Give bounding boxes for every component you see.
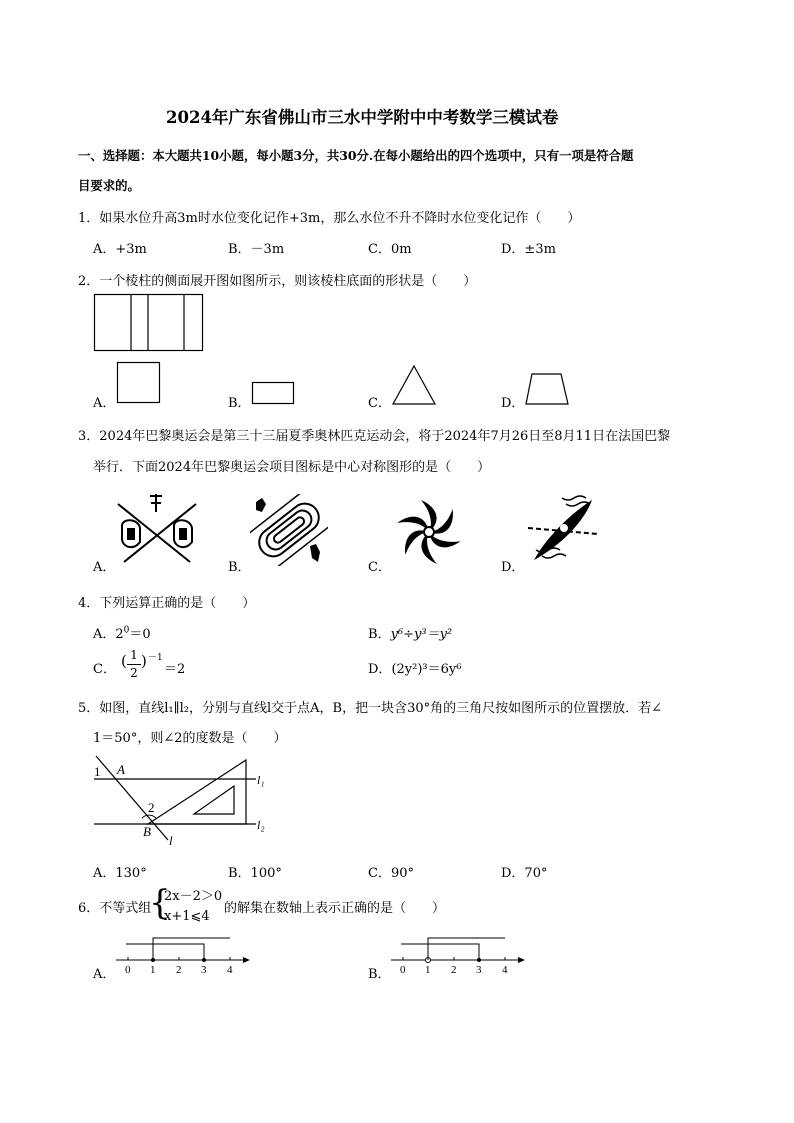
q6-pre: 6．不等式组	[78, 901, 152, 916]
q1-option-d[interactable]: D．±3m	[501, 242, 556, 257]
q4-option-c-numerator: 1	[130, 648, 138, 662]
fencing-icon	[114, 490, 200, 566]
q4-option-c-denominator: 2	[130, 666, 138, 680]
q1-option-c[interactable]: C．0m	[368, 242, 412, 257]
q3-option-a[interactable]: A．	[93, 560, 116, 575]
section-header-line1: 一、选择题：本大题共10小题，每小题3分，共30分.在每小题给出的四个选项中，只有一项是符合题	[78, 148, 634, 163]
q4-stem: 4．下列运算正确的是（ ）	[78, 596, 256, 611]
number-line-a	[112, 930, 252, 976]
number-line-b	[387, 930, 527, 976]
parallel-lines-figure	[90, 752, 280, 852]
q2-option-c[interactable]: C．	[368, 396, 391, 411]
angle-1-label: 1	[94, 764, 101, 779]
q5-line1: 5．如图，直线l₁∥l₂，分别与直线l交于点A，B，把一块含30°角的三角尺按如图所示的位置摆放．若∠	[78, 701, 663, 716]
page-title: 2024年广东省佛山市三水中学附中中考数学三模试卷	[166, 108, 559, 127]
q4-option-c-fraction-bar	[127, 664, 141, 665]
tick-4: 4	[502, 964, 508, 976]
q4-option-b-expr: y⁶÷y³＝y²	[390, 627, 453, 642]
q3-option-b[interactable]: B．	[228, 560, 251, 575]
q5-option-a[interactable]: A．130°	[93, 866, 147, 881]
q4-option-a-rest: ＝0	[129, 627, 151, 642]
tick-3: 3	[476, 964, 482, 976]
q1-option-a[interactable]: A．+3m	[93, 242, 147, 257]
line-l1-label: l₁	[257, 773, 265, 787]
q4-option-d[interactable]	[368, 658, 461, 677]
pinwheel-icon	[393, 496, 465, 568]
q1-stem: 1．如果水位升高3m时水位变化记作+3m，那么水位不升不降时水位变化记作（ ）	[78, 211, 581, 226]
angle-2-label: 2	[148, 800, 155, 815]
q6-option-b[interactable]: B．	[368, 967, 391, 982]
line-l-label: l	[169, 833, 173, 848]
tick-4: 4	[227, 964, 233, 976]
q4-option-a-label: A．	[93, 627, 116, 642]
tick-3: 3	[201, 964, 207, 976]
q3-line2: 举行．下面2024年巴黎奥运会项目图标是中心对称图形的是（ ）	[93, 460, 491, 475]
line-l2-label: l₂	[257, 818, 265, 832]
q3-option-c[interactable]: C．	[368, 560, 391, 575]
tick-1: 1	[150, 964, 156, 976]
triangle-shape	[391, 364, 437, 406]
q4-option-b[interactable]	[368, 623, 452, 642]
q5-option-b[interactable]: B．100°	[228, 866, 282, 881]
q5-option-d[interactable]: D．70°	[501, 866, 548, 881]
q4-option-c-rparen: )	[141, 652, 147, 670]
tick-2: 2	[176, 964, 182, 976]
q6-option-a[interactable]: A．	[93, 967, 116, 982]
q4-option-b-label: B．	[368, 627, 391, 642]
q6-post: 的解集在数轴上表示正确的是（ ）	[224, 901, 446, 916]
q5-option-c[interactable]: C．90°	[368, 866, 414, 881]
q6-inequality-1: 2x－2＞0	[164, 889, 223, 904]
q4-option-a-base: 2	[115, 627, 124, 642]
q4-option-c-rest: ＝2	[164, 662, 186, 677]
q2-stem: 2．一个棱柱的侧面展开图如图所示，则该棱柱底面的形状是（ ）	[78, 274, 477, 289]
trapezoid-shape	[524, 372, 570, 406]
square-shape	[116, 361, 162, 405]
q3-line1: 3．2024年巴黎奥运会是第三十三届夏季奥林匹克运动会，将于2024年7月26日至8月11日在法国巴黎	[78, 429, 671, 444]
q4-option-c-label: C．	[93, 662, 116, 677]
tick-0: 0	[400, 964, 406, 976]
tick-2: 2	[451, 964, 457, 976]
system-brace: {	[149, 883, 171, 923]
point-b-label: B	[143, 824, 151, 839]
q2-option-d[interactable]: D．	[501, 396, 525, 411]
q4-option-a-exp: 0	[123, 625, 130, 636]
q4-option-d-expr: (2y²)³＝6y⁶	[391, 662, 462, 677]
q2-option-b[interactable]: B．	[228, 396, 251, 411]
q4-option-d-label: D．	[368, 662, 392, 677]
tick-1: 1	[425, 964, 431, 976]
q4-option-c[interactable]	[93, 658, 116, 677]
rectangle-shape	[251, 381, 296, 406]
kayak-icon	[526, 494, 600, 566]
section-header-line2: 目要求的。	[78, 178, 140, 193]
q3-option-d[interactable]: D．	[501, 560, 525, 575]
q1-option-b[interactable]: B．－3m	[228, 242, 285, 257]
q4-option-c-exp: －1	[148, 653, 163, 663]
q5-line2: 1＝50°，则∠2的度数是（ ）	[93, 731, 287, 746]
q4-option-a[interactable]	[93, 623, 151, 642]
point-a-label: A	[117, 762, 125, 777]
tick-0: 0	[125, 964, 131, 976]
track-icon	[250, 494, 328, 566]
q2-option-a[interactable]: A．	[93, 396, 116, 411]
q4-option-c-lparen: (	[121, 652, 127, 670]
prism-net-figure	[92, 292, 208, 354]
q6-inequality-2: x+1⩽4	[164, 909, 210, 924]
